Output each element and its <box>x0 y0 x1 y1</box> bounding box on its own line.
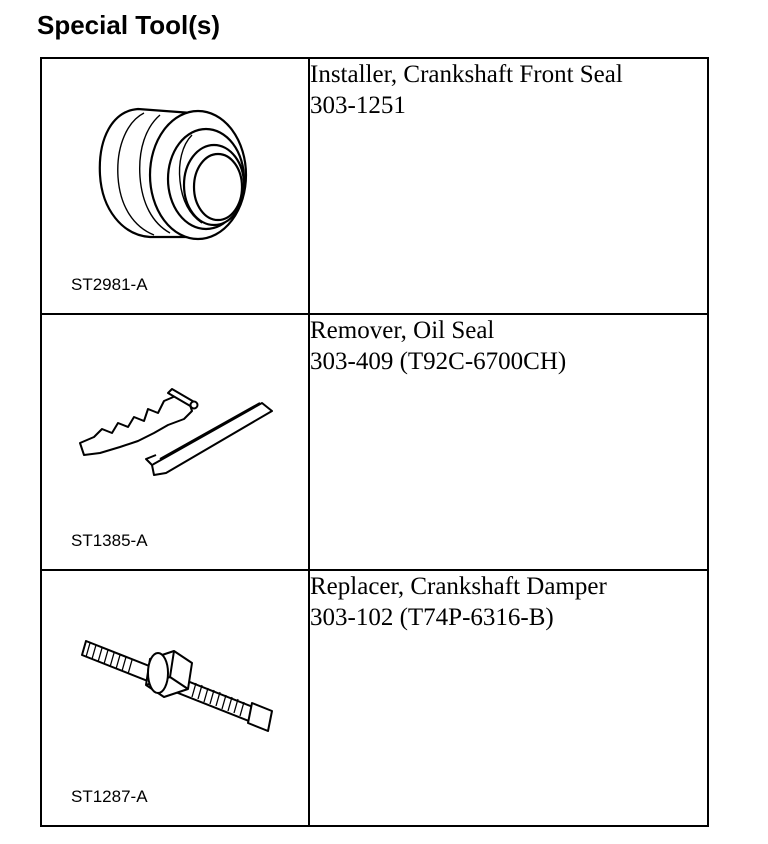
special-tools-table <box>40 57 709 827</box>
tool-number: 303-102 (T74P-6316-B) <box>310 604 554 631</box>
tool-illustration-cell <box>41 58 309 314</box>
tool-name: Replacer, Crankshaft Damper <box>310 573 607 600</box>
table-row <box>41 58 708 314</box>
page-title: Special Tool(s) <box>37 10 220 40</box>
tool-illustration-cell <box>41 570 309 826</box>
illustration-code: ST2981-A <box>71 275 148 294</box>
tool-name: Remover, Oil Seal <box>310 317 495 344</box>
tool-description-cell <box>309 570 708 826</box>
tool-number: 303-409 (T92C-6700CH) <box>310 348 567 375</box>
illustration-code: ST1385-A <box>71 531 148 550</box>
table-row <box>41 570 708 826</box>
tool-description-cell <box>309 314 708 570</box>
table-row <box>41 314 708 570</box>
tool-description-cell <box>309 58 708 314</box>
tool-name: Installer, Crankshaft Front Seal <box>310 61 623 88</box>
tool-number: 303-1251 <box>310 92 406 119</box>
tool-illustration-cell <box>41 314 309 570</box>
illustration-code: ST1287-A <box>71 787 148 806</box>
